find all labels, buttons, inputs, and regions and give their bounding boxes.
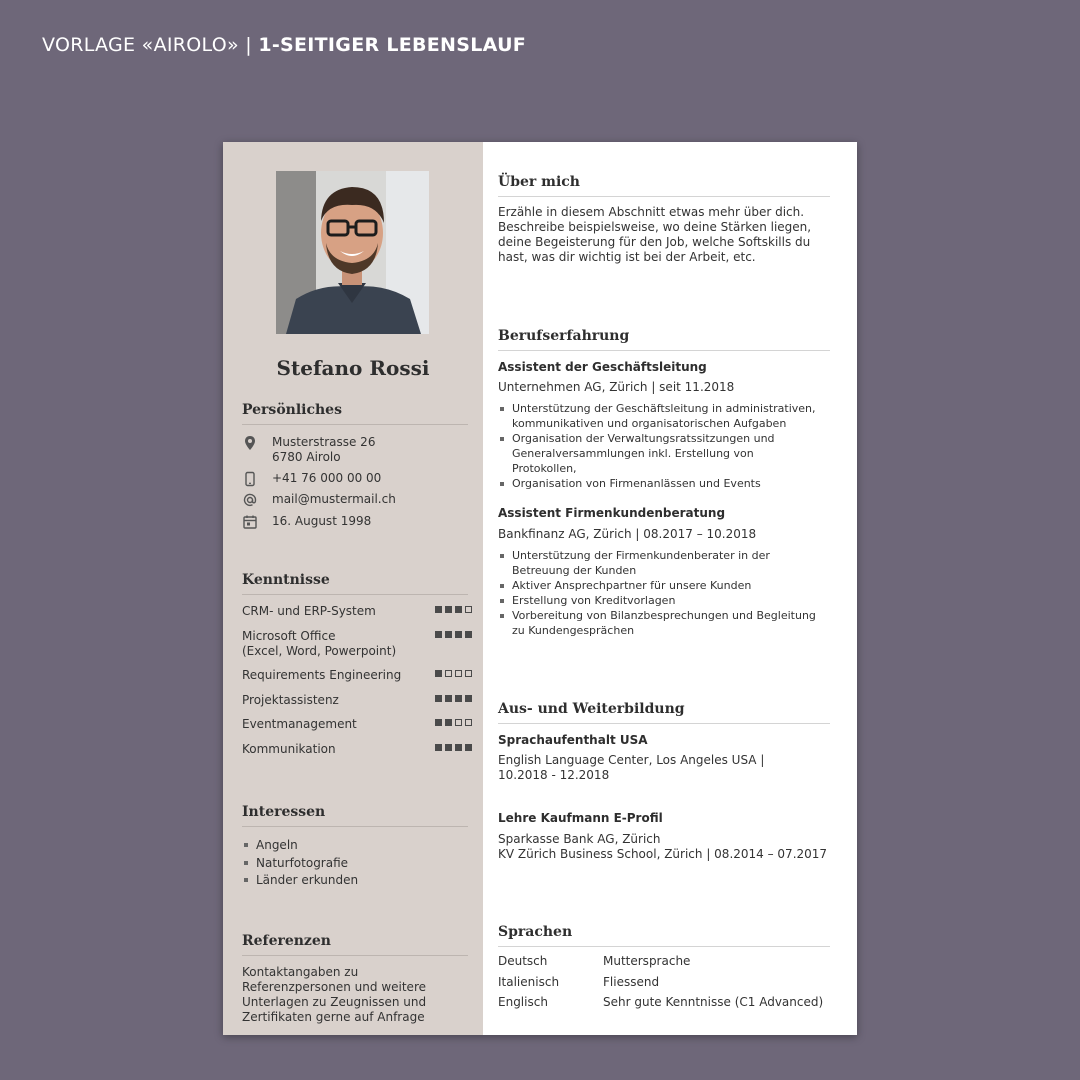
calendar-icon — [242, 514, 258, 530]
rating-square-empty — [465, 670, 472, 677]
profile-photo — [276, 171, 429, 334]
mobile-phone-icon — [242, 471, 258, 487]
skill-row — [242, 693, 472, 708]
rating-square-filled — [435, 719, 442, 726]
resume-sheet — [223, 142, 857, 1035]
phone-value[interactable]: +41 76 000 00 00 — [272, 471, 382, 485]
skill-row — [242, 742, 472, 757]
address-line1: Musterstrasse 26 — [272, 435, 376, 449]
skill-rating — [435, 744, 472, 751]
location-pin-icon — [242, 435, 258, 451]
rating-square-filled — [435, 670, 442, 677]
list-item: Vorbereitung von Bilanzbesprechungen und Begleitung zu Kundengesprächen — [498, 608, 818, 638]
skills-heading: Kenntnisse — [242, 572, 468, 595]
email-value[interactable]: mail@mustermail.ch — [272, 492, 396, 506]
rating-square-filled — [465, 744, 472, 751]
education-subtitle: English Language Center, Los Angeles USA | 10.2018 - 12.2018 — [498, 753, 765, 782]
rating-square-filled — [465, 695, 472, 702]
rating-square-filled — [435, 744, 442, 751]
skill-rating — [435, 719, 472, 726]
skill-rating — [435, 606, 472, 613]
rating-square-filled — [455, 744, 462, 751]
rating-square-empty — [465, 719, 472, 726]
list-item: Unterstützung der Geschäftsleitung in administrativen, kommunikativen und organisatorischen Aufgaben — [498, 401, 818, 431]
skill-row — [242, 717, 472, 732]
address-line2: 6780 Airolo — [272, 450, 341, 464]
language-name: Italienisch — [498, 975, 560, 989]
at-sign-icon — [242, 492, 258, 508]
languages-heading: Sprachen — [498, 924, 830, 947]
personal-heading: Persönliches — [242, 402, 468, 425]
education-heading: Aus- und Weiterbildung — [498, 701, 830, 724]
language-level: Sehr gute Kenntnisse (C1 Advanced) — [603, 995, 824, 1009]
education-title: Sprachaufenthalt USA — [498, 733, 648, 747]
list-item: Erstellung von Kreditvorlagen — [498, 593, 818, 608]
banner-prefix: VORLAGE «AIROLO» | — [42, 34, 259, 56]
job-subtitle: Bankfinanz AG, Zürich | 08.2017 – 10.2018 — [498, 527, 757, 541]
list-item: Naturfotografie — [242, 855, 358, 873]
job-bullets — [498, 548, 818, 638]
list-item: Unterstützung der Firmenkundenberater in der Betreuung der Kunden — [498, 548, 818, 578]
job-subtitle: Unternehmen AG, Zürich | seit 11.2018 — [498, 380, 735, 394]
rating-square-filled — [445, 606, 452, 613]
rating-square-filled — [435, 606, 442, 613]
skill-label: Projektassistenz — [242, 693, 339, 707]
rating-square-empty — [445, 670, 452, 677]
list-item: Angeln — [242, 837, 358, 855]
about-heading: Über mich — [498, 174, 830, 197]
list-item: Organisation der Verwaltungsratssitzungen und Generalversammlungen inkl. Erstellung von Protokollen, — [498, 431, 818, 476]
banner-title: 1-SEITIGER LEBENSLAUF — [258, 34, 527, 56]
list-item: Organisation von Firmenanlässen und Events — [498, 476, 818, 491]
education-subtitle: Sparkasse Bank AG, Zürich KV Zürich Business School, Zürich | 08.2014 – 07.2017 — [498, 832, 828, 861]
person-photo-icon — [276, 171, 429, 334]
references-text: Kontaktangaben zu Referenzpersonen und weitere Unterlagen zu Zeugnissen und Zertifikaten gerne auf Anfrage — [242, 965, 427, 1024]
language-level: Muttersprache — [603, 954, 691, 968]
candidate-name: Stefano Rossi — [276, 356, 430, 380]
job-title: Assistent der Geschäftsleitung — [498, 360, 707, 374]
sidebar — [223, 142, 483, 1035]
rating-square-filled — [455, 631, 462, 638]
rating-square-empty — [455, 670, 462, 677]
education-title: Lehre Kaufmann E-Profil — [498, 811, 663, 825]
skill-rating — [435, 631, 472, 638]
skill-label: Kommunikation — [242, 742, 336, 756]
language-level: Fliessend — [603, 975, 660, 989]
skill-rating — [435, 670, 472, 677]
experience-heading: Berufserfahrung — [498, 328, 830, 351]
rating-square-empty — [455, 719, 462, 726]
skill-label: CRM- und ERP-System — [242, 604, 376, 618]
skill-row — [242, 668, 472, 683]
references-heading: Referenzen — [242, 933, 468, 956]
page-banner — [42, 34, 526, 56]
list-item: Länder erkunden — [242, 872, 358, 890]
language-name: Deutsch — [498, 954, 548, 968]
main-column — [483, 142, 857, 1035]
birthdate-value: 16. August 1998 — [272, 514, 372, 528]
skill-rating — [435, 695, 472, 702]
interests-heading: Interessen — [242, 804, 468, 827]
interests-list — [242, 837, 358, 890]
skill-label: Eventmanagement — [242, 717, 357, 731]
job-bullets — [498, 401, 818, 491]
skill-row — [242, 629, 472, 659]
rating-square-empty — [465, 606, 472, 613]
about-text: Erzähle in diesem Abschnitt etwas mehr über dich. Beschreibe beispielsweise, wo deine Stärken liegen, deine Begeisterung für den Job, welche Softskills du hast, was dir wichtig ist bei der Arbeit, etc. — [498, 205, 812, 264]
rating-square-filled — [455, 606, 462, 613]
rating-square-filled — [435, 631, 442, 638]
rating-square-filled — [435, 695, 442, 702]
skill-label: Requirements Engineering — [242, 668, 402, 682]
job-title: Assistent Firmenkundenberatung — [498, 506, 726, 520]
skill-label: Microsoft Office (Excel, Word, Powerpoint) — [242, 629, 397, 658]
rating-square-filled — [445, 744, 452, 751]
rating-square-filled — [455, 695, 462, 702]
rating-square-filled — [465, 631, 472, 638]
list-item: Aktiver Ansprechpartner für unsere Kunden — [498, 578, 818, 593]
rating-square-filled — [445, 695, 452, 702]
language-name: Englisch — [498, 995, 548, 1009]
rating-square-filled — [445, 719, 452, 726]
rating-square-filled — [445, 631, 452, 638]
skill-row — [242, 604, 472, 619]
